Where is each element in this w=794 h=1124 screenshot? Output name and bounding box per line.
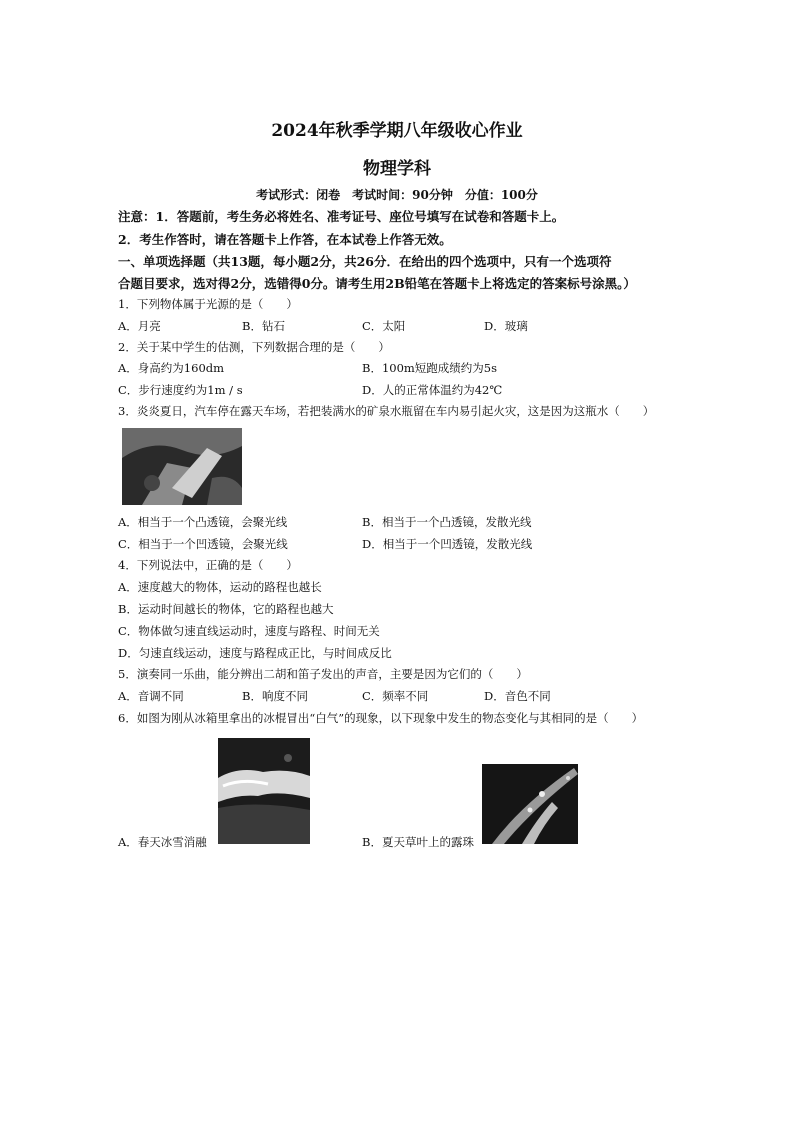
q4-option-d: D．匀速直线运动，速度与路程成正比，与时间成反比 — [118, 646, 392, 660]
page-subtitle: 物理学科 — [363, 159, 431, 179]
q2-stem: 2．关于某中学生的估测，下列数据合理的是（ ） — [118, 340, 390, 354]
q2-option-d: D．人的正常体温约为42℃ — [362, 383, 503, 397]
q4-option-c: C．物体做匀速直线运动时，速度与路程、时间无关 — [118, 624, 380, 638]
q5-option-b: B．响度不同 — [242, 689, 308, 703]
dew-on-grass-photo — [482, 764, 578, 844]
section-heading-line1: 一、单项选择题（共13题，每小题2分，共26分．在给出的四个选项中，只有一个选项符 — [118, 254, 612, 269]
bottle-in-car-photo — [122, 428, 242, 505]
q1-stem: 1．下列物体属于光源的是（ ） — [118, 297, 298, 311]
q1-option-a: A．月亮 — [118, 319, 161, 333]
q4-stem: 4．下列说法中，正确的是（ ） — [118, 558, 298, 572]
q2-option-a: A．身高约为160dm — [118, 361, 225, 375]
note-2: 2．考生作答时，请在答题卡上作答，在本试卷上作答无效。 — [118, 232, 452, 247]
q3-option-a: A．相当于一个凸透镜，会聚光线 — [118, 515, 288, 529]
q5-option-a: A．音调不同 — [118, 689, 184, 703]
q1-option-c: C．太阳 — [362, 319, 406, 333]
q3-option-b: B．相当于一个凸透镜，发散光线 — [362, 515, 532, 529]
q2-option-c: C．步行速度约为1m / s — [118, 383, 243, 397]
q4-option-a: A．速度越大的物体，运动的路程也越长 — [118, 580, 322, 594]
q1-option-b: B．钻石 — [242, 319, 285, 333]
q6-option-a: A．春天冰雪消融 — [118, 835, 207, 849]
note-1: 注意：1．答题前，考生务必将姓名、准考证号、座位号填写在试卷和答题卡上。 — [118, 209, 565, 224]
q3-stem: 3．炎炎夏日，汽车停在露天车场，若把装满水的矿泉水瓶留在车内易引起火灾，这是因为这瓶水（ ） — [118, 404, 655, 418]
q5-option-d: D．音色不同 — [484, 689, 551, 703]
q5-option-c: C．频率不同 — [362, 689, 429, 703]
q6-stem: 6．如图为刚从冰箱里拿出的冰棍冒出“白气”的现象，以下现象中发生的物态变化与其相同的是（ ） — [118, 711, 644, 725]
q4-option-b: B．运动时间越长的物体，它的路程也越大 — [118, 602, 334, 616]
exam-meta: 考试形式：闭卷 考试时间：90分钟 分值：100分 — [256, 188, 538, 202]
q5-stem: 5．演奏同一乐曲，能分辨出二胡和笛子发出的声音，主要是因为它们的（ ） — [118, 667, 528, 681]
page-title: 2024年秋季学期八年级收心作业 — [271, 121, 523, 141]
q3-option-c: C．相当于一个凹透镜，会聚光线 — [118, 537, 288, 551]
melting-snow-photo — [218, 738, 310, 844]
q3-option-d: D．相当于一个凹透镜，发散光线 — [362, 537, 533, 551]
q6-option-b: B．夏天草叶上的露珠 — [362, 835, 474, 849]
q2-option-b: B．100m短跑成绩约为5s — [362, 361, 498, 375]
section-heading-line2: 合题目要求，选对得2分，选错得0分。请考生用2B铅笔在答题卡上将选定的答案标号涂黑。） — [118, 276, 636, 291]
q1-option-d: D．玻璃 — [484, 319, 528, 333]
